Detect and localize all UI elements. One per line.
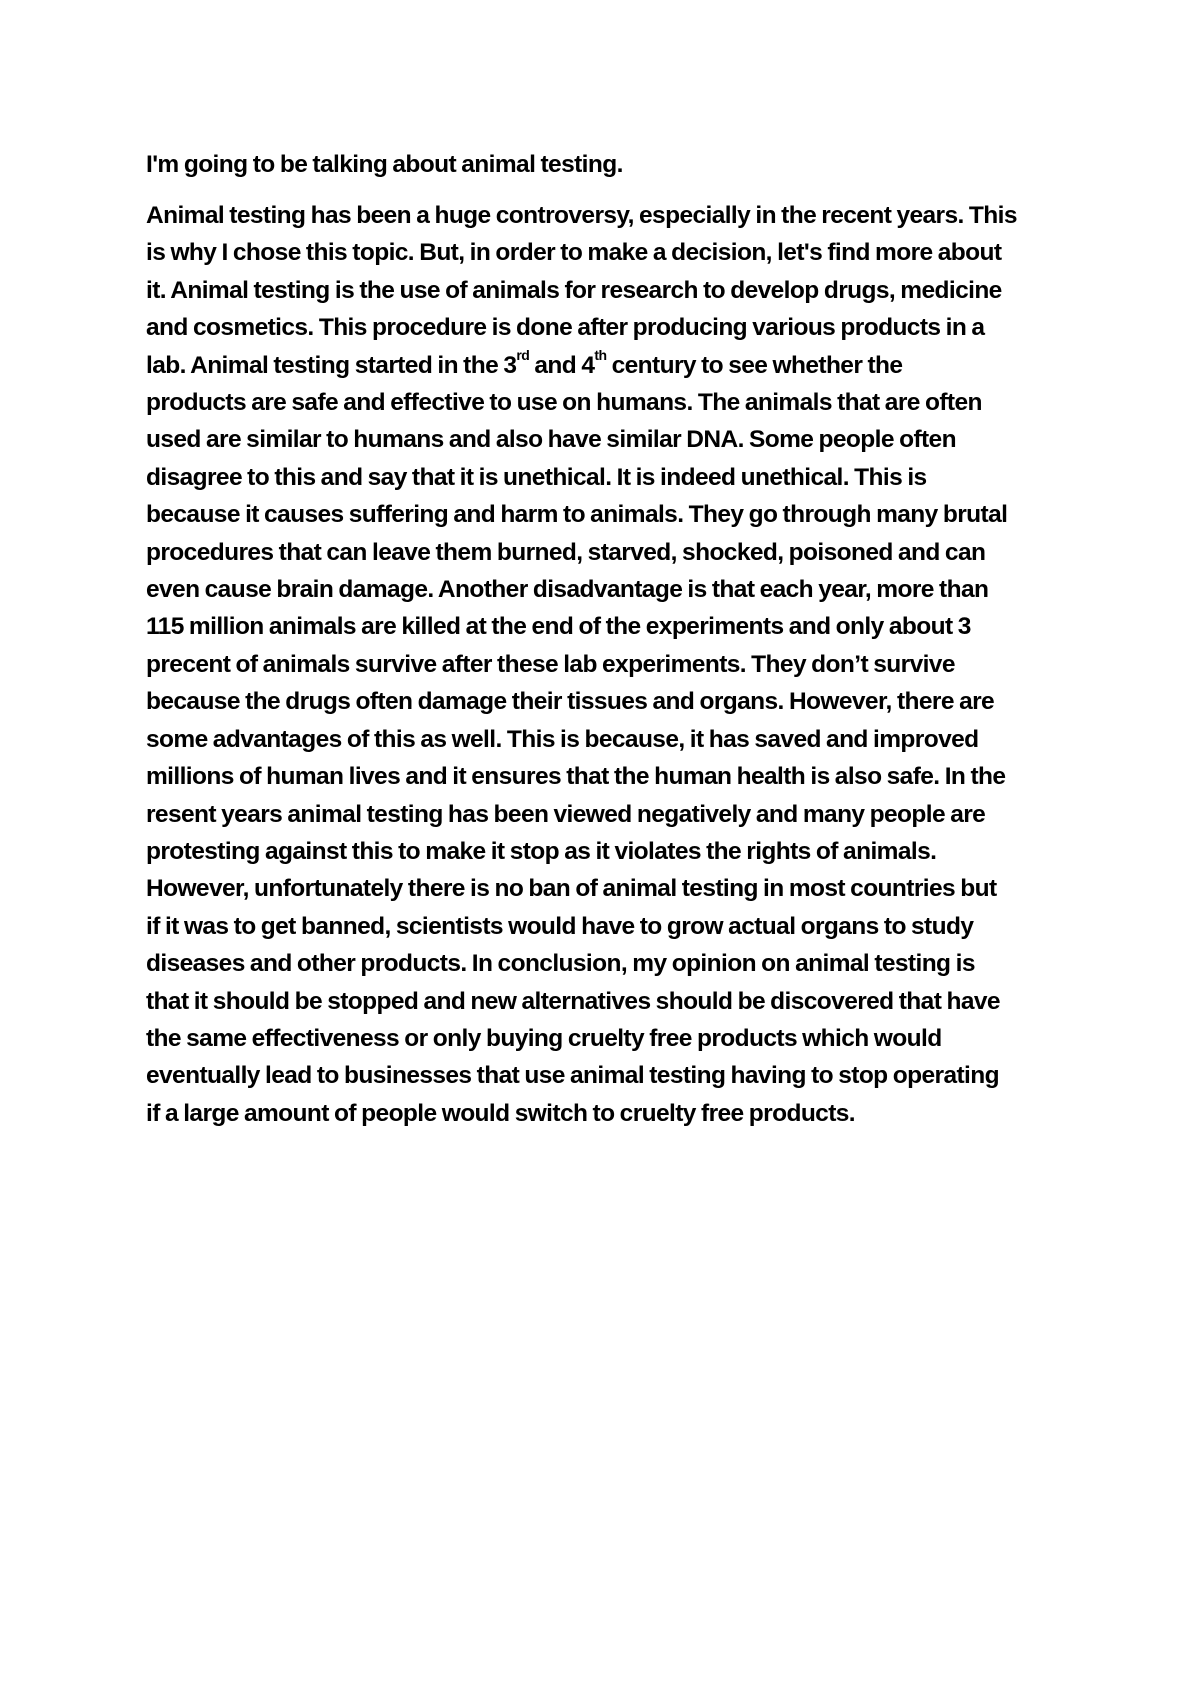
paragraph-line: it. Animal testing is the use of animals for research to develop drugs, medicine bbox=[146, 276, 1002, 304]
paragraph-line: because the drugs often damage their tissues and organs. However, there are bbox=[146, 688, 995, 716]
main-paragraph bbox=[146, 197, 1066, 1132]
paragraph-line: millions of human lives and it ensures that the human health is also safe. In the bbox=[146, 763, 1006, 791]
line-segment: and 4 bbox=[529, 351, 595, 379]
paragraph-line: products are safe and effective to use on humans. The animals that are often bbox=[146, 389, 982, 417]
superscript-th: th bbox=[594, 347, 607, 364]
paragraph-line: eventually lead to businesses that use animal testing having to stop operating bbox=[146, 1062, 999, 1090]
paragraph-line: if a large amount of people would switch to cruelty free products. bbox=[146, 1099, 855, 1127]
paragraph-line: diseases and other products. In conclusion, my opinion on animal testing is bbox=[146, 950, 975, 978]
paragraph-line: procedures that can leave them burned, starved, shocked, poisoned and can bbox=[146, 538, 986, 566]
paragraph-line: because it causes suffering and harm to animals. They go through many brutal bbox=[146, 501, 1008, 529]
paragraph-line: used are similar to humans and also have similar DNA. Some people often bbox=[146, 426, 956, 454]
paragraph-line: resent years animal testing has been viewed negatively and many people are bbox=[146, 800, 986, 828]
paragraph-line: the same effectiveness or only buying cruelty free products which would bbox=[146, 1024, 942, 1052]
paragraph-line-with-superscripts bbox=[146, 347, 1066, 384]
paragraph-line: is why I chose this topic. But, in order to make a decision, let's find more about bbox=[146, 239, 1002, 267]
document-body bbox=[146, 146, 1066, 1132]
line-segment: century to see whether the bbox=[606, 351, 903, 379]
paragraph-line: disagree to this and say that it is unethical. It is indeed unethical. This is bbox=[146, 463, 927, 491]
line-segment: lab. Animal testing started in the 3 bbox=[146, 351, 517, 379]
paragraph-line: However, unfortunately there is no ban of animal testing in most countries but bbox=[146, 875, 997, 903]
paragraph-line: precent of animals survive after these lab experiments. They don’t survive bbox=[146, 650, 955, 678]
superscript-rd: rd bbox=[516, 347, 530, 364]
paragraph-line: if it was to get banned, scientists would have to grow actual organs to study bbox=[146, 912, 974, 940]
paragraph-line: even cause brain damage. Another disadvantage is that each year, more than bbox=[146, 576, 989, 604]
paragraph-line: some advantages of this as well. This is because, it has saved and improved bbox=[146, 725, 979, 753]
intro-sentence: I'm going to be talking about animal testing. bbox=[146, 151, 623, 178]
paragraph-line: Animal testing has been a huge controversy, especially in the recent years. This bbox=[146, 202, 1017, 229]
paragraph-line: that it should be stopped and new alternatives should be discovered that have bbox=[146, 987, 1000, 1015]
paragraph-line: protesting against this to make it stop as it violates the rights of animals. bbox=[146, 837, 937, 865]
paragraph-line: and cosmetics. This procedure is done after producing various products in a bbox=[146, 314, 985, 342]
paragraph-line: 115 million animals are killed at the end of the experiments and only about 3 bbox=[146, 613, 971, 641]
